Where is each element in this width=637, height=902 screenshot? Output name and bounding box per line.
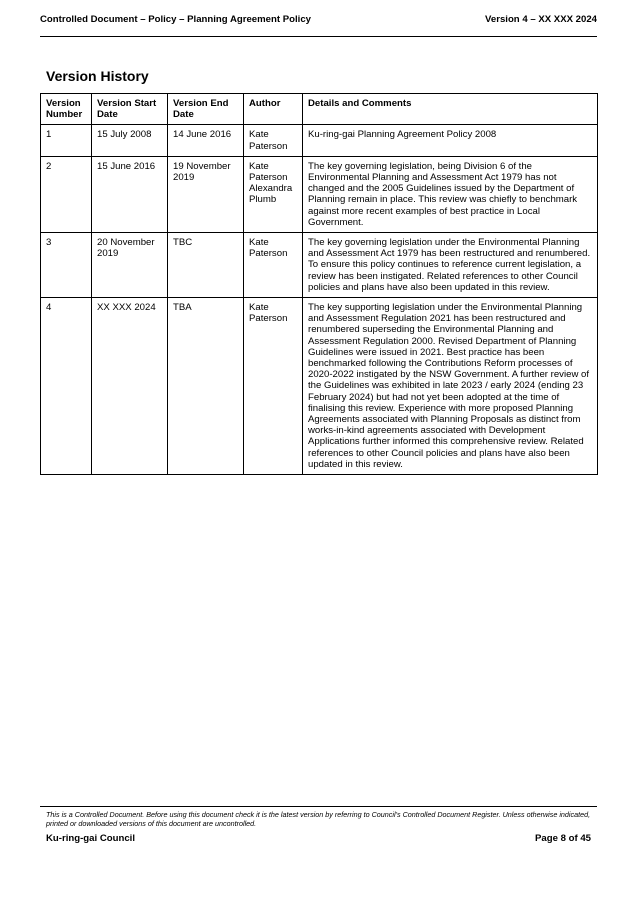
cell-author xyxy=(244,233,303,298)
cell-version: 1 xyxy=(41,125,92,156)
author-name: Kate Paterson xyxy=(249,237,288,260)
cell-author xyxy=(244,125,303,156)
header-details: Details and Comments xyxy=(303,94,598,125)
cell-start-date: 15 June 2016 xyxy=(92,156,168,232)
author-name: Kate Paterson xyxy=(249,160,288,184)
version-history-table xyxy=(40,93,598,475)
section-title: Version History xyxy=(46,68,149,84)
header-version-number: Version Number xyxy=(41,94,92,125)
table-header-row xyxy=(41,94,598,125)
cell-version: 3 xyxy=(41,233,92,298)
table-row xyxy=(41,298,598,475)
cell-author xyxy=(244,298,303,475)
cell-details: Ku-ring-gai Planning Agreement Policy 2008 xyxy=(303,125,598,156)
author-name: Alexandra Plumb xyxy=(249,183,293,206)
page-header xyxy=(40,14,597,37)
header-version-end-date: Version End Date xyxy=(168,94,244,125)
organisation-name: Ku-ring-gai Council xyxy=(46,833,135,844)
cell-details: The key governing legislation, being Division 6 of the Environmental Planning and Assessment Act 1979 has not changed and the 2005 Guidelines issued by the Department of Planning remain in place. This review was chiefly to benchmark against more recent examples of best practice in Local Government. xyxy=(303,156,598,232)
cell-start-date: 20 November 2019 xyxy=(92,233,168,298)
document-version: Version 4 – XX XXX 2024 xyxy=(485,14,597,25)
document-title: Controlled Document – Policy – Planning Agreement Policy xyxy=(40,14,311,25)
cell-end-date: TBC xyxy=(168,233,244,298)
author-name: Kate Paterson xyxy=(249,302,288,325)
cell-start-date: XX XXX 2024 xyxy=(92,298,168,475)
cell-author xyxy=(244,156,303,232)
page-number: Page 8 of 45 xyxy=(535,833,591,844)
cell-version: 4 xyxy=(41,298,92,475)
page-footer xyxy=(46,833,591,844)
cell-start-date: 15 July 2008 xyxy=(92,125,168,156)
controlled-document-disclaimer: This is a Controlled Document. Before using this document check it is the latest version by referring to Council’s Controlled Document Register. Unless otherwise indicated, printed or downloaded versions of this document are uncontrolled. xyxy=(46,810,591,828)
table-row xyxy=(41,156,598,232)
cell-details: The key supporting legislation under the Environmental Planning and Assessment Regulation 2021 has been restructured and renumbered superseding the Environmental Planning and Assessment Regulation 2000. Revised Department of Planning Guidelines were issued in 2021. Best practice has been benchmarked following the Contributions Reform processes of 2020-2022 instigated by the NSW Government. A further review of the Guidelines was exhibited in late 2023 / early 2024 (ending 23 February 2024) but had not yet been adopted at the time of finalising this review. Experience with more proposed Planning Agreements associated with Planning Proposals as distinct from works-in-kind agreements associated with Development Applications further informed this comprehensive review. Related references to other Council policies and plans have also been updated in this review. xyxy=(303,298,598,475)
header-author: Author xyxy=(244,94,303,125)
table-row xyxy=(41,233,598,298)
cell-end-date: 14 June 2016 xyxy=(168,125,244,156)
table-row xyxy=(41,125,598,156)
cell-end-date: TBA xyxy=(168,298,244,475)
header-version-start-date: Version Start Date xyxy=(92,94,168,125)
footer-divider xyxy=(40,806,597,807)
cell-details: The key governing legislation under the Environmental Planning and Assessment Act 1979 has been restructured and renumbered. To ensure this policy continues to reference current legislation, a review has been instigated. Related references to other Council policies and plans have also been updated in this review. xyxy=(303,233,598,298)
cell-end-date: 19 November 2019 xyxy=(168,156,244,232)
cell-version: 2 xyxy=(41,156,92,232)
author-name: Kate Paterson xyxy=(249,129,288,152)
